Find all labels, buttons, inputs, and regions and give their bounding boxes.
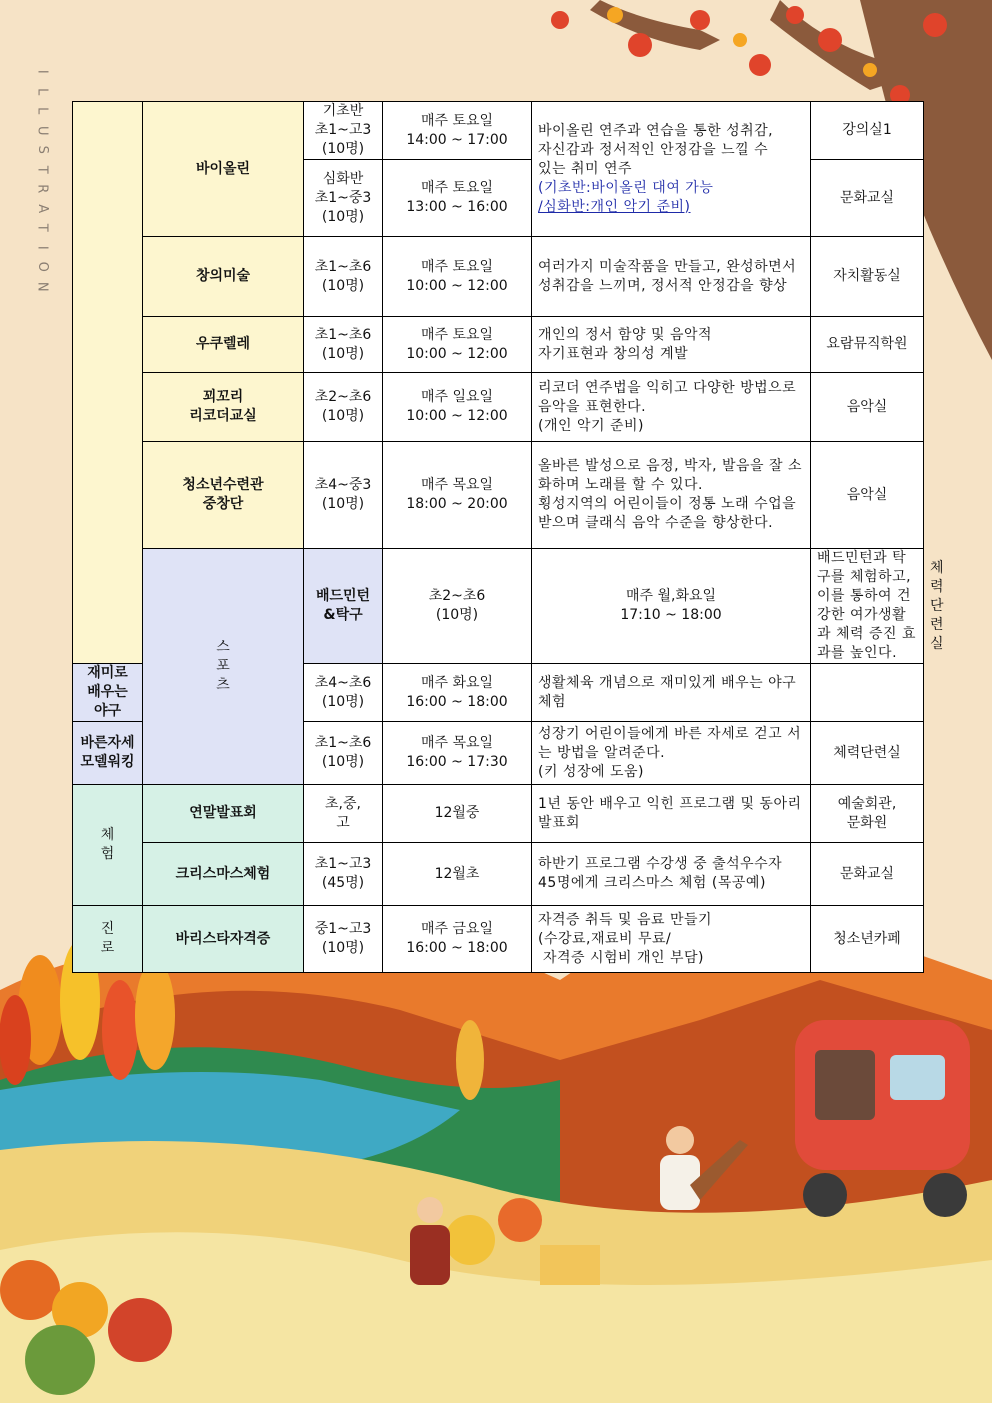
location-cell: 체력단련실 (811, 722, 924, 785)
location-cell: 문화교실 (811, 160, 924, 237)
table-row (73, 102, 924, 160)
program-name: 배드민턴&탁구 (304, 549, 383, 664)
description-cell: 생활체육 개념으로 재미있게 배우는 야구 체험 (532, 664, 811, 722)
time-cell: 매주 월,화요일 17:10 ~ 18:00 (532, 549, 811, 664)
violin-note: (기초반:바이올린 대여 가능 (538, 179, 714, 196)
description-cell: 개인의 정서 함양 및 음악적 자기표현과 창의성 계발 (532, 317, 811, 373)
target-cell: 초1~초6 (10명) (304, 237, 383, 317)
side-text-letter: I (34, 69, 50, 74)
illustration-side-text (30, 62, 54, 296)
description-cell: 하반기 프로그램 수강생 중 출석우수자 45명에게 크리스마스 체험 (목공예) (532, 843, 811, 906)
target-cell: 초4~초6 (10명) (304, 664, 383, 722)
program-name: 바리스타자격증 (143, 906, 304, 973)
description-cell: 배드민턴과 탁구를 체험하고, 이를 통하여 건강한 여가생활과 체력 증진 효과를 높인다. (811, 549, 924, 664)
location-cell: 예술회관, 문화원 (811, 785, 924, 843)
program-name: 바이올린 (143, 102, 304, 237)
description-cell: 올바른 발성으로 음정, 박자, 발음을 잘 소화하며 노래를 할 수 있다. 횡성지역의 어린이들이 정통 노래 수업을 받으며 클래식 음악 수준을 향상한다. (532, 442, 811, 549)
target-cell: 초4~중3 (10명) (304, 442, 383, 549)
side-text-letter: T (34, 223, 50, 232)
table-row (73, 373, 924, 442)
category-sports-cell: 스 포 츠 (143, 549, 304, 785)
location-cell: 문화교실 (811, 843, 924, 906)
target-cell: 초1~고3 (45명) (304, 843, 383, 906)
side-text-letter: L (34, 87, 50, 95)
side-text-letter: T (34, 165, 50, 174)
target-cell: 초1~초6 (10명) (304, 722, 383, 785)
table-row (73, 317, 924, 373)
table-row (73, 237, 924, 317)
side-text-letter: N (34, 281, 50, 292)
time-cell: 12월초 (383, 843, 532, 906)
category-career-cell: 진 로 (73, 906, 143, 973)
side-text-letter: U (34, 125, 50, 136)
category-arts-cell (73, 102, 143, 664)
time-cell: 매주 목요일 16:00 ~ 17:30 (383, 722, 532, 785)
violin-note: /심화반:개인 악기 준비) (538, 198, 691, 215)
target-cell: 기초반 초1~고3 (10명) (304, 102, 383, 160)
program-name: 청소년수련관 중창단 (143, 442, 304, 549)
side-text-letter: S (34, 145, 50, 154)
program-name: 꾀꼬리 리코더교실 (143, 373, 304, 442)
time-cell: 매주 토요일 13:00 ~ 16:00 (383, 160, 532, 237)
location-cell: 강의실1 (811, 102, 924, 160)
side-text-letter: L (34, 107, 50, 115)
description-cell: 바이올린 연주과 연습을 통한 성취감, 자신감과 정서적인 안정감을 느낄 수 있는 취미 연주 (기초반:바이올린 대여 가능 /심화반:개인 악기 준비) (532, 102, 811, 237)
program-name: 재미로 배우는 야구 (73, 664, 143, 722)
target-cell: 심화반 초1~중3 (10명) (304, 160, 383, 237)
table-row (73, 549, 924, 664)
location-cell: 음악실 (811, 442, 924, 549)
target-cell: 초1~초6 (10명) (304, 317, 383, 373)
time-cell: 12월중 (383, 785, 532, 843)
program-name: 크리스마스체험 (143, 843, 304, 906)
time-cell: 매주 금요일 16:00 ~ 18:00 (383, 906, 532, 973)
program-name: 연말발표회 (143, 785, 304, 843)
description-cell: 성장기 어린이들에게 바른 자세로 걷고 서는 방법을 알려준다. (키 성장에 도움) (532, 722, 811, 785)
side-text-letter: I (34, 245, 50, 250)
target-cell: 초,중, 고 (304, 785, 383, 843)
time-cell: 매주 일요일 10:00 ~ 12:00 (383, 373, 532, 442)
category-experience-cell: 체 험 (73, 785, 143, 906)
table-row (73, 843, 924, 906)
time-cell: 매주 목요일 18:00 ~ 20:00 (383, 442, 532, 549)
description-cell: 여러가지 미술작품을 만들고, 완성하면서 성취감을 느끼며, 정서적 안정감을 향상 (532, 237, 811, 317)
location-cell: 요람뮤직학원 (811, 317, 924, 373)
location-cell: 음악실 (811, 373, 924, 442)
location-cell: 자치활동실 (811, 237, 924, 317)
table-row (73, 442, 924, 549)
side-text-letter: O (34, 261, 50, 272)
target-cell: 초2~초6 (10명) (383, 549, 532, 664)
target-cell: 중1~고3 (10명) (304, 906, 383, 973)
description-cell: 리코더 연주법을 익히고 다양한 방법으로 음악을 표현한다. (개인 악기 준비) (532, 373, 811, 442)
side-text-letter: A (34, 203, 50, 213)
table-row (73, 906, 924, 973)
program-schedule-table (72, 101, 924, 973)
time-cell: 매주 토요일 10:00 ~ 12:00 (383, 317, 532, 373)
target-cell: 초2~초6 (10명) (304, 373, 383, 442)
description-cell: 자격증 취득 및 음료 만들기 (수강료,재료비 무료/ 자격증 시험비 개인 부담) (532, 906, 811, 973)
table-row (73, 785, 924, 843)
side-text-letter: R (34, 184, 50, 194)
program-name: 우쿠렐레 (143, 317, 304, 373)
time-cell: 매주 화요일 16:00 ~ 18:00 (383, 664, 532, 722)
program-name: 창의미술 (143, 237, 304, 317)
time-cell: 매주 토요일 14:00 ~ 17:00 (383, 102, 532, 160)
description-cell: 1년 동안 배우고 익힌 프로그램 및 동아리 발표회 (532, 785, 811, 843)
location-cell (811, 664, 924, 722)
location-cell: 청소년카페 (811, 906, 924, 973)
time-cell: 매주 토요일 10:00 ~ 12:00 (383, 237, 532, 317)
program-name: 바른자세 모델워킹 (73, 722, 143, 785)
